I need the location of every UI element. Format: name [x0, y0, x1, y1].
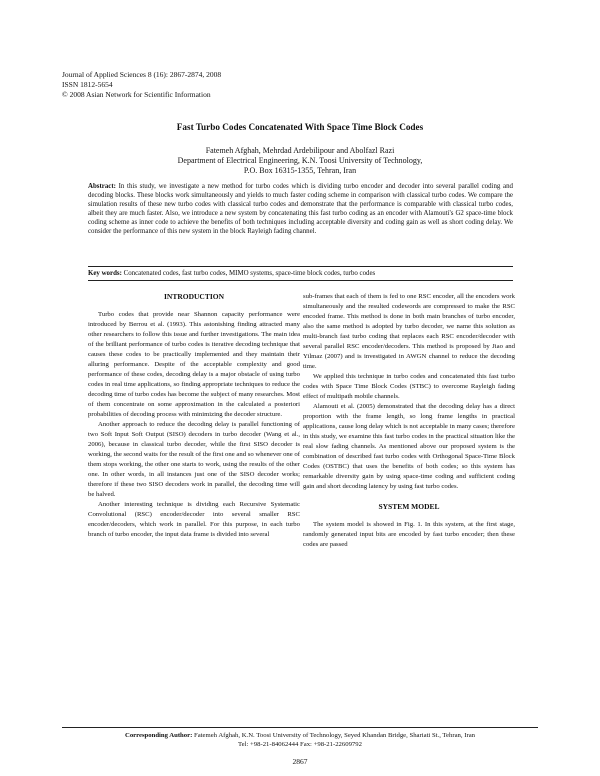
intro-paragraph-5: We applied this technique in turbo codes and concatenated this fast turbo codes with Space Time Block Codes (STBC) to overcome Rayleigh fading effect of multipath mobile channels.	[303, 373, 515, 400]
intro-paragraph-6: Alamouti et al. (2005) demonstrated that the decoding delay has a direct proportion with the frame length, so long frame lengths in practical applications, cause long delay which is not acceptable in many cases; therefore in this study, we examine this fast turbo codes in the practical situation like the real slow fading channels. As mentioned above our proposed system is the combination of described fast turbo codes with Orthogonal Space-Time Block Codes (OSTBC) that uses the benefits of both codes; so this system has remarkable diversity gain by using space-time coding and sufficient coding gain and short decoding latency by using fast turbo codes.	[303, 403, 515, 490]
author-department: Department of Electrical Engineering, K.N. Toosi University of Technology,	[177, 156, 423, 165]
author-names: Fatemeh Afghah, Mehrdad Ardebilipour and Abolfazl Razi	[205, 146, 395, 155]
abstract	[88, 183, 513, 236]
footer-author-text: Fatemeh Afghah, K.N. Toosi University of Technology, Seyed Khandan Bridge, Shariati St., Tehran, Iran	[193, 732, 476, 739]
author-address: P.O. Box 16315-1355, Tehran, Iran	[243, 166, 357, 175]
abstract-label: Abstract:	[88, 183, 116, 190]
footer-rule	[62, 727, 538, 728]
keywords-text: Concatenated codes, fast turbo codes, MIMO systems, space-time block codes, turbo codes	[123, 270, 376, 277]
right-column	[303, 292, 515, 550]
corresponding-author-footer	[62, 731, 538, 749]
keywords	[88, 269, 513, 278]
journal-info	[62, 70, 221, 100]
footer-label: Corresponding Author:	[124, 732, 193, 739]
keywords-label: Key words:	[88, 270, 122, 277]
intro-paragraph-2: Another approach to reduce the decoding delay is parallel functioning of two Soft Input Soft Output (SISO) decoders in turbo decoder (Wang et al., 2006), because in classical turbo decoder, while the first SISO decoder is working, the second waits for the result of the first one and so whenever one of them stops working, the other one starts to work, using the results of the other one. In other words, in all instances just one of the SISO decoder works; therefore if these two SISO decoders work in parallel, the decoding time will be halved.	[88, 421, 300, 498]
footer-contact: Tel: +98-21-84062444 Fax: +98-21-22609792	[238, 741, 362, 748]
intro-paragraph-1: Turbo codes that provide near Shannon capacity performance were introduced by Berrou et al. (1993). This astonishing finding attracted many other researchers to follow this issue and further investigations. The main idea of the brilliant performance of turbo codes is iterative decoding technique that causes these codes to be practically implemented and they maintain their alluring performance. Despite of the acceptable complexity and good performance of these codes, decoding delay is a major obstacle of using turbo codes in real time applications, so finding appropriate techniques to reduce the decoding time of turbo codes has become the subject of many researches. Most of them concentrate on some approximation in the calculated a posteriori probabilities of decoding process with minimizing the decoder structure.	[88, 311, 300, 418]
section-heading-system-model: SYSTEM MODEL	[378, 502, 440, 511]
journal-citation: Journal of Applied Sciences 8 (16): 2867-2874, 2008	[62, 70, 222, 79]
journal-issn: ISSN 1812-5654	[62, 80, 113, 89]
left-column	[88, 292, 300, 540]
keywords-bottom-rule	[88, 280, 513, 281]
journal-copyright: © 2008 Asian Network for Scientific Information	[62, 90, 211, 99]
intro-paragraph-3: Another interesting technique is dividing each Recursive Systematic Convolutional (RSC) encoder/decoder into several smaller RSC encoder/decoders, which work in parallel. For this purpose, in each turbo branch of turbo encoder, the input data frame is divided into several	[88, 501, 300, 538]
author-block	[0, 146, 600, 176]
section-heading-introduction: INTRODUCTION	[163, 292, 224, 301]
abstract-text: In this study, we investigate a new method for turbo codes which is dividing turbo encoder and decoder into several parallel coding and decoding blocks. These blocks work simultaneously and yields to much faster coding scheme in comparison with classical turbo codes. We compare the simulation results of these new turbo codes with classical turbo codes and demonstrate that the performance is comparable with classical turbo codes, albeit they are much faster. Also, we introduce a new system by concatenating this fast turbo coding as an encoder with Alamouti's G2 space-time block coding scheme as inner code to achieve the benefits of both techniques including acceptable diversity and coding gain as well as short coding delay. We consider the performance of this new system in the block Rayleigh fading channel.	[88, 183, 513, 235]
intro-paragraph-4: sub-frames that each of them is fed to one RSC encoder, all the encoders work simultaneously and the resulted codewords are compressed to make the RSC encoded frame. This method is done in both main branches of turbo encoder, also the same method is adopted by turbo decoder, we name this solution as multi-branch fast turbo coding that replaces each RSC encoder/decoder with several parallel RSC encoder/decoders. This method is proposed by Jiao and Yilmaz (2007) and is investigated in AWGN channel to reduce the decoding time.	[303, 293, 515, 370]
paper-title: Fast Turbo Codes Concatenated With Space Time Block Codes	[176, 122, 424, 132]
keywords-top-rule	[88, 266, 513, 267]
page-number: 2867	[292, 757, 308, 766]
system-model-paragraph: The system model is showed in Fig. 1. In this system, at the first stage, randomly generated input bits are encoded by fast turbo encoder; then these codes are passed	[303, 521, 515, 548]
